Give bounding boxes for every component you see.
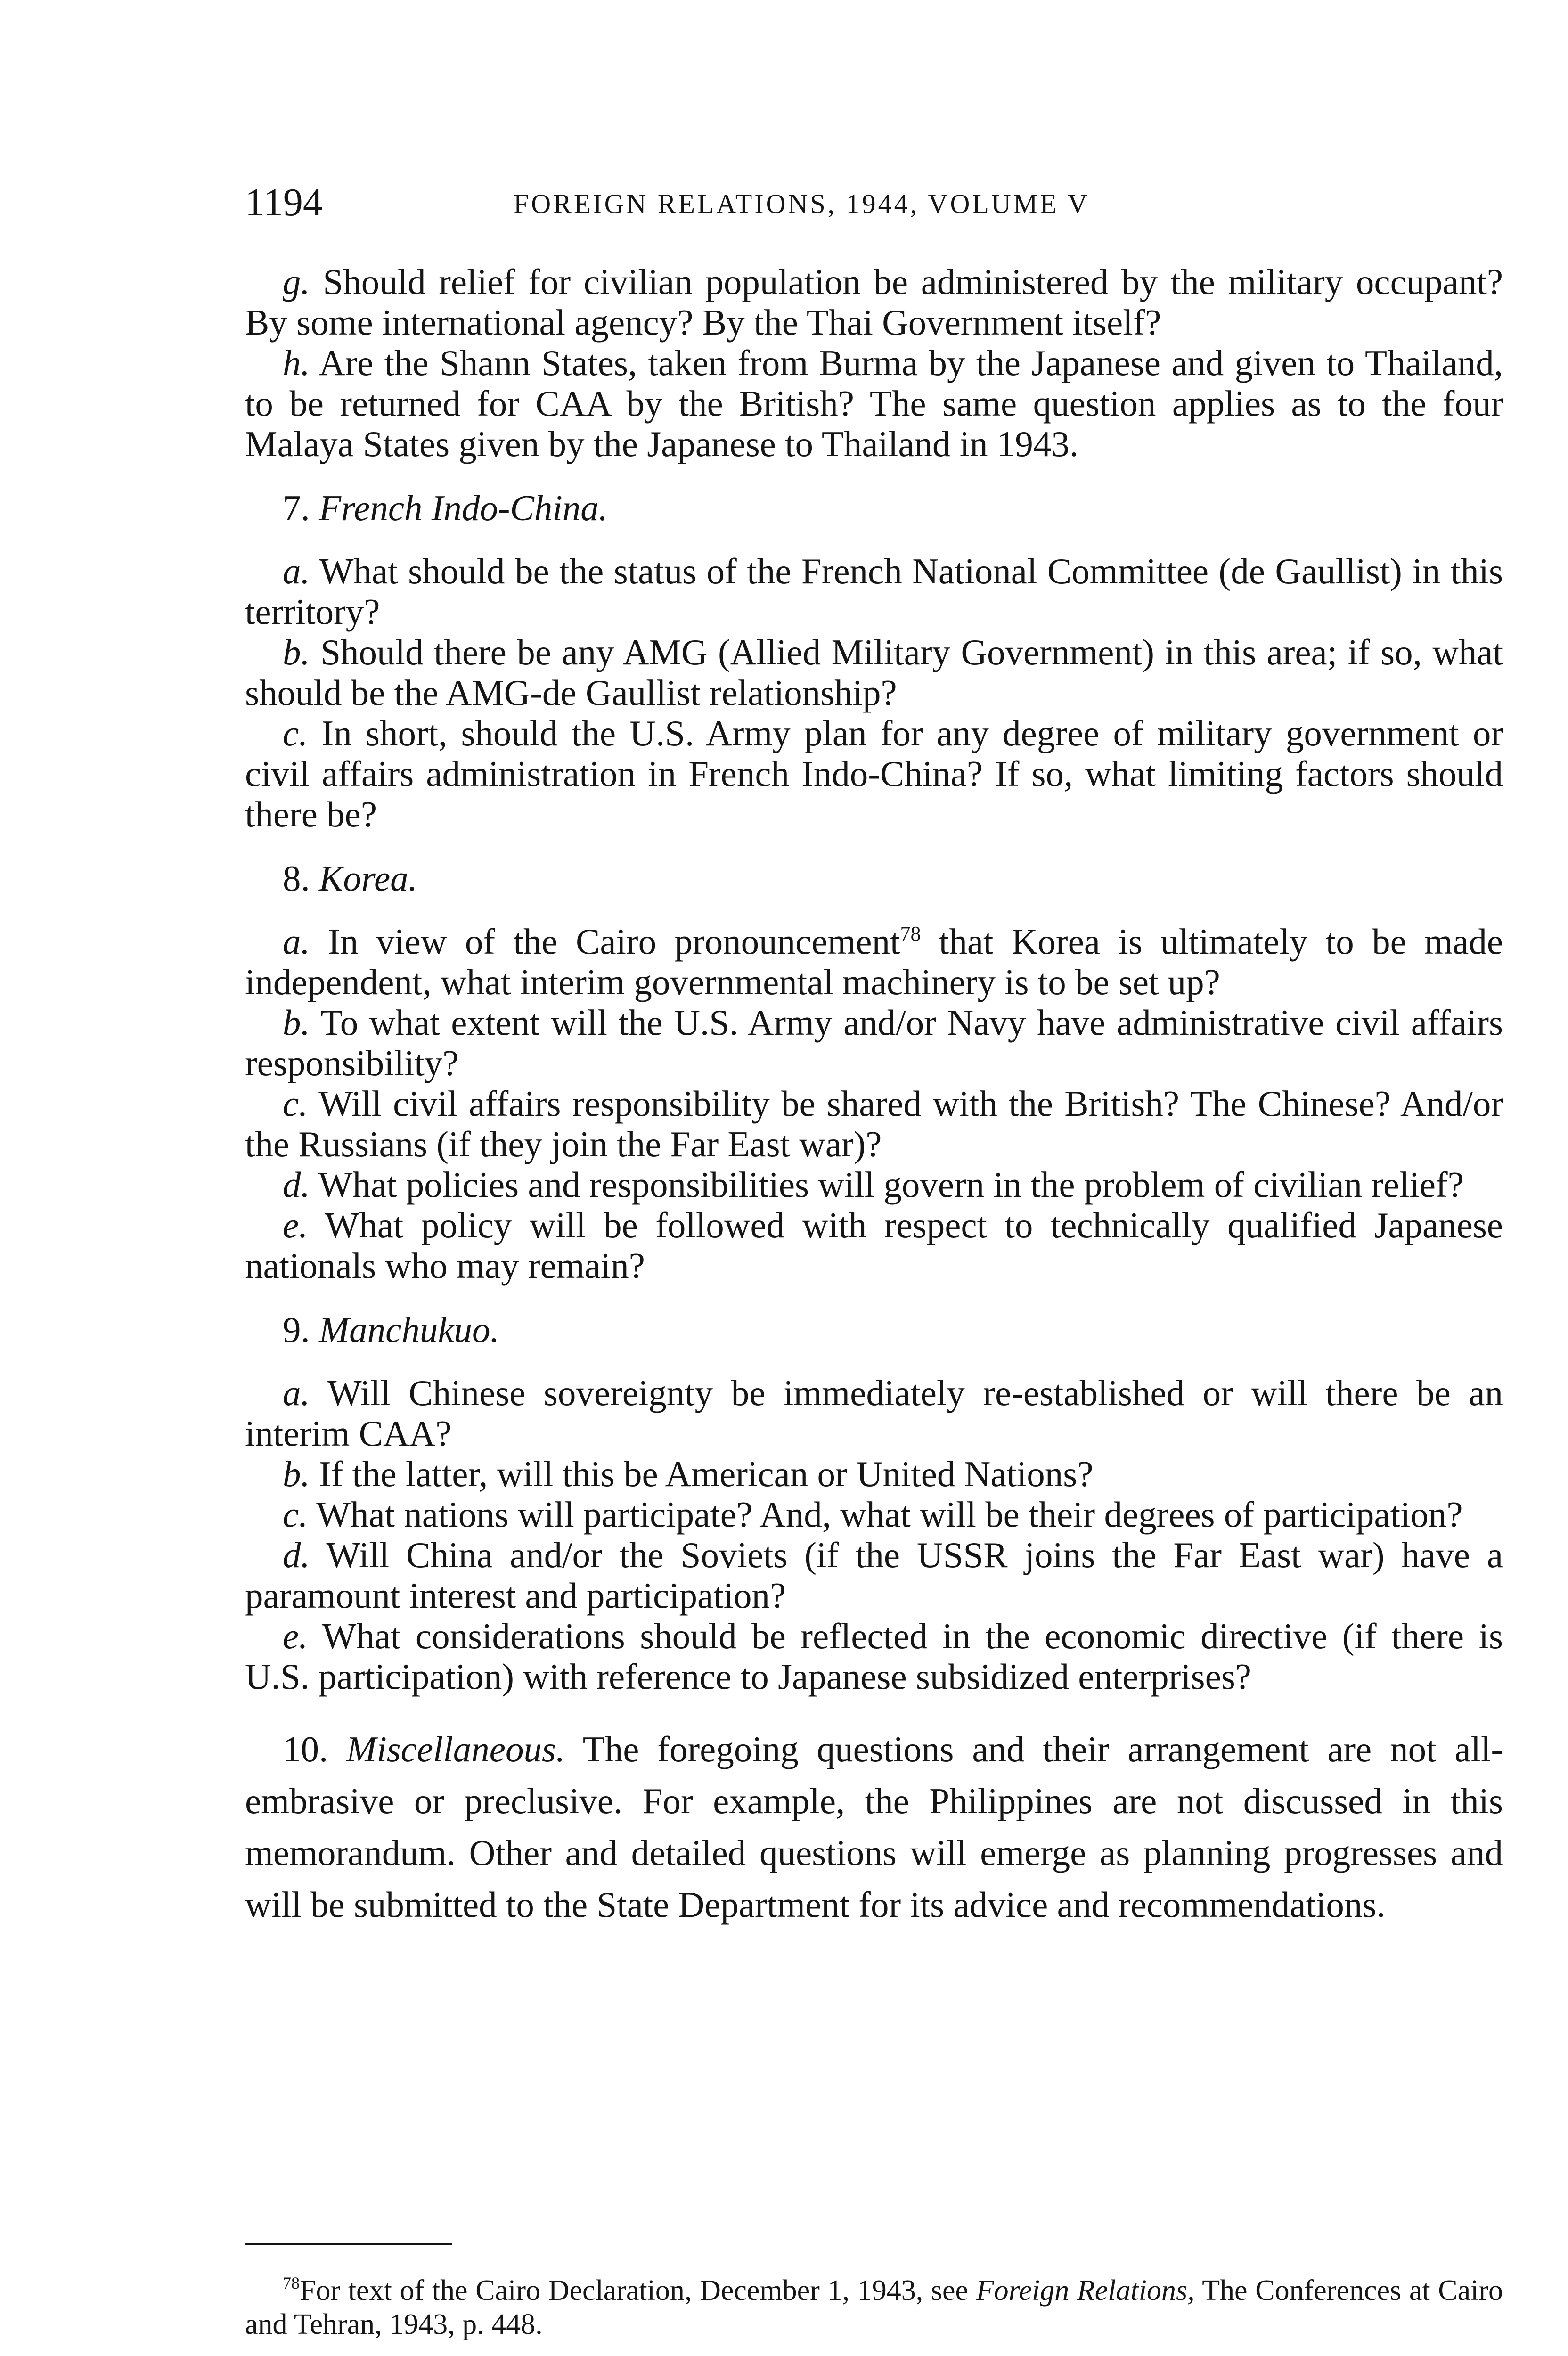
item-7b: b. Should there be any AMG (Allied Military Government) in this area; if so, what should be the AMG-de Gaullist relationship? — [245, 632, 1503, 713]
section-heading-9: 9. Manchukuo. — [283, 1309, 499, 1350]
section-gap — [245, 1697, 1503, 1723]
footnote-marker: 78 — [283, 2274, 300, 2292]
item-8d: d. What policies and responsibilities will govern in the problem of civilian relief? — [283, 1164, 1464, 1205]
item-8e: e. What policy will be followed with respect to technically qualified Japanese nationals who may remain? — [245, 1205, 1503, 1286]
item-9b: b. If the latter, will this be American or United Nations? — [283, 1454, 1094, 1494]
item-9c: c. What nations will participate? And, what will be their degrees of participation? — [283, 1494, 1463, 1535]
page-number: 1194 — [245, 180, 323, 224]
footnote-text: $^{78}$For text of the Cairo Declaration, December 1, 1943, see Foreign Relations, The Conferences at Cairo and Tehran, 1943, p. 448. — [245, 2274, 1503, 2340]
item-6h: h. Are the Shann States, taken from Burma by the Japanese and given to Thailand, to be returned for CAA by the British? The same question applies as to the four Malaya States given by the Japanese to Thailand in 1943. — [245, 343, 1503, 464]
item-6g: g. Should relief for civilian population be administered by the military occupant? By some international agency? By the Thai Government itself? — [245, 262, 1503, 343]
footnote-rule — [245, 2243, 452, 2245]
item-9e: e. What considerations should be reflected in the economic directive (if there is U.S. participation) with reference to Japanese subsidized enterprises? — [245, 1616, 1503, 1697]
section-heading-7: 7. French Indo-China. — [283, 488, 608, 528]
item-8a: a. In view of the Cairo pronouncement$^{78}$ that Korea is ultimately to be made independent, what interim governmental machinery is to be set up? — [245, 921, 1503, 1002]
item-7c: c. In short, should the U.S. Army plan for any degree of military government or civil affairs administration in French Indo-China? If so, what limiting factors should there be? — [245, 713, 1503, 834]
item-9a: a. Will Chinese sovereignty be immediately re-established or will there be an interim CAA? — [245, 1373, 1503, 1454]
footnote-ref: 78 — [900, 922, 921, 945]
section-heading-8: 8. Korea. — [283, 858, 417, 899]
footnote — [245, 2274, 1503, 2341]
page-header — [245, 177, 1329, 229]
document-body — [245, 262, 1503, 1931]
running-head: FOREIGN RELATIONS, 1944, VOLUME V — [514, 188, 1090, 219]
item-9d: d. Will China and/or the Soviets (if the USSR joins the Far East war) have a paramount interest and participation? — [245, 1535, 1503, 1616]
item-8b: b. To what extent will the U.S. Army and/or Navy have administrative civil affairs responsibility? — [245, 1002, 1503, 1083]
item-8c: c. Will civil affairs responsibility be shared with the British? The Chinese? And/or the Russians (if they join the Far East war)? — [245, 1083, 1503, 1164]
section-10-paragraph: 10. Miscellaneous. The foregoing questions and their arrangement are not all-embrasive or preclusive. For example, the Philippines are not discussed in this memorandum. Other and detailed questions will emerge as planning progresses and will be submitted to the State Department for its advice and recommendations. — [245, 1729, 1503, 1925]
item-7a: a. What should be the status of the French National Committee (de Gaullist) in this territory? — [245, 551, 1503, 632]
